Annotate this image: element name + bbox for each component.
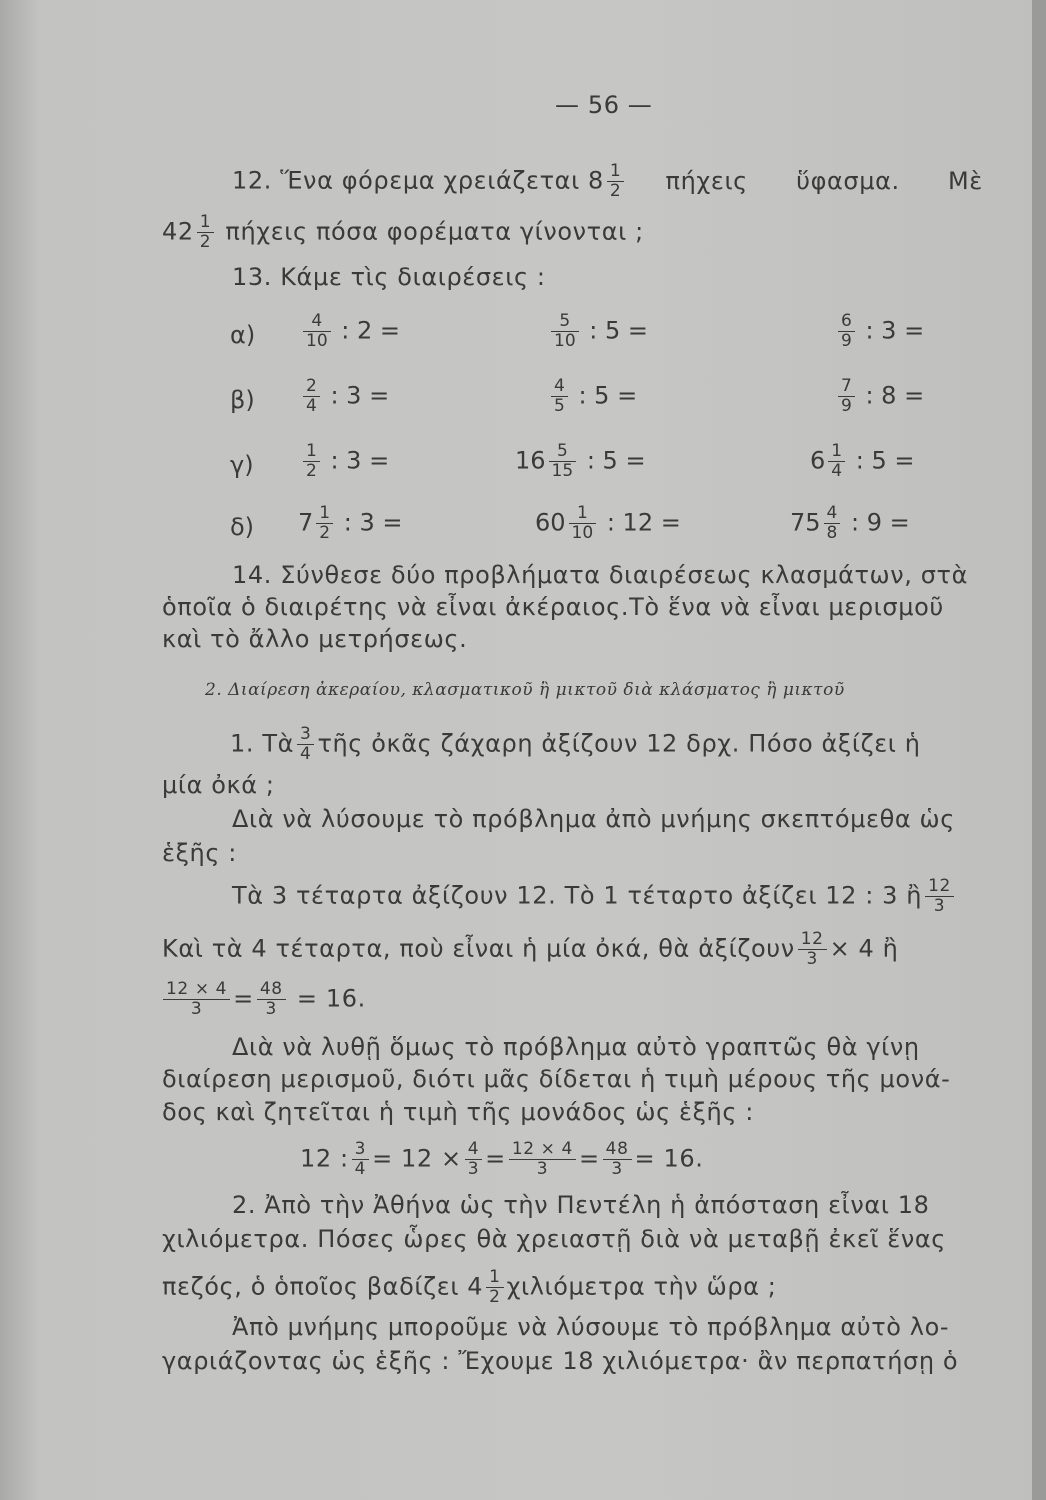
example-2-line-4: Ἀπὸ μνήμης μποροῦμε νὰ λύσουμε τὸ πρόβλημα αὐτὸ λο- — [232, 1313, 950, 1341]
fraction: $\frac{48}{3}$ — [257, 980, 286, 1019]
example-1-line-10: δος καὶ ζητεῖται ἡ τιμὴ τῆς μονάδος ὡς ἑξῆς : — [162, 1098, 754, 1126]
example-1-line-3: Διὰ νὰ λύσουμε τὸ πρόβλημα ἀπὸ μνήμης σκεπτόμεθα ὡς — [232, 805, 955, 833]
example-1-line-8: Διὰ νὰ λυθῇ ὅμως τὸ πρόβλημα αὐτὸ γραπτῶς θὰ γίνῃ — [232, 1033, 920, 1061]
problem-14-line-1: 14. Σύνθεσε δύο προβλήματα διαιρέσεως κλασμάτων, στὰ — [232, 561, 969, 589]
example-1-line-4: ἑξῆς : — [162, 839, 237, 867]
fraction: $\frac{1}{2}$ — [197, 213, 214, 252]
row-label: δ) — [230, 513, 255, 541]
fraction: $\frac{48}{3}$ — [603, 1140, 632, 1179]
exercise: $\frac{6}{9}$ : 3 = — [835, 312, 924, 351]
exercise: $\frac{7}{9}$ : 8 = — [835, 377, 924, 416]
problem-13-title: 13. Κάμε τὶς διαιρέσεις : — [232, 263, 546, 291]
example-1-line-6: Καὶ τὰ 4 τέταρτα, ποὺ εἶναι ἡ μία ὀκά, θὰ ἀξίζουν $\frac{12}{3}$ × 4 ἢ — [162, 929, 899, 969]
exercise: $\frac{5}{10}$ : 5 = — [548, 312, 648, 351]
fraction: $\frac{12 \times 4}{3}$ — [509, 1140, 576, 1179]
fraction: $\frac{1}{2}$ — [486, 1268, 503, 1307]
exercise: $\frac{4}{5}$ : 5 = — [548, 377, 637, 416]
fraction: $\frac{12}{3}$ — [925, 877, 954, 916]
text: 12. Ἕνα φόρεμα χρειάζεται 8 — [232, 166, 604, 195]
example-1-line-7: $\frac{12 \times 4}{3}$ = $\frac{48}{3}$ = 16. — [160, 980, 366, 1019]
exercise: 7 $\frac{1}{2}$ : 3 = — [298, 503, 403, 543]
problem-14-line-3: καὶ τὸ ἄλλο μετρήσεως. — [162, 625, 468, 653]
example-2-line-3: πεζός, ὁ ὁποῖος βαδίζει 4 $\frac{1}{2}$ χιλιόμετρα τὴν ὥρα ; — [162, 1267, 777, 1307]
fraction: $\frac{4}{3}$ — [465, 1140, 482, 1179]
row-label: α) — [230, 321, 256, 349]
example-2-line-2: χιλιόμετρα. Πόσες ὧρες θὰ χρειαστῇ διὰ νὰ μεταβῇ ἐκεῖ ἕνας — [162, 1225, 946, 1253]
example-1-line-9: διαίρεση μερισμοῦ, διότι μᾶς δίδεται ἡ τιμὴ μέρους τῆς μονά- — [162, 1065, 951, 1093]
example-2-line-5: γαριάζοντας ὡς ἑξῆς : Ἔχουμε 18 χιλιόμετρα· ἂν περπατήσῃ ὁ — [162, 1347, 959, 1375]
exercise: $\frac{4}{10}$ : 2 = — [300, 312, 400, 351]
row-label: γ) — [230, 451, 254, 479]
text: πήχεις ὕφασμα. Μὲ — [665, 166, 983, 195]
example-1-line-1: 1. Τὰ $\frac{3}{4}$ τῆς ὀκᾶς ζάχαρη ἀξίζουν 12 δρχ. Πόσο ἀξίζει ἡ — [230, 724, 921, 764]
fraction: $\frac{1}{2}$ — [607, 162, 624, 201]
example-1-line-2: μία ὀκά ; — [162, 771, 275, 799]
book-spine — [1032, 0, 1046, 1500]
example-1-line-5: Τὰ 3 τέταρτα ἀξίζουν 12. Τὸ 1 τέταρτο ἀξίζει 12 : 3 ἢ $\frac{12}{3}$ — [232, 877, 957, 916]
exercise: $\frac{2}{4}$ : 3 = — [300, 377, 389, 416]
fraction: $\frac{12}{3}$ — [798, 930, 827, 969]
fraction: $\frac{3}{4}$ — [352, 1140, 369, 1179]
fraction: $\frac{3}{4}$ — [297, 725, 314, 764]
example-1-equation: 12 : $\frac{3}{4}$ = 12 × $\frac{4}{3}$ = $\frac{12 \times 4}{3}$ = $\frac{48}{3}$ = 16. — [300, 1139, 704, 1179]
row-label: β) — [230, 386, 255, 414]
exercise: 16 $\frac{5}{15}$ : 5 = — [515, 441, 646, 481]
section-heading: 2. Διαίρεση ἀκεραίου, κλασματικοῦ ἢ μικτοῦ διὰ κλάσματος ἢ μικτοῦ — [205, 680, 845, 700]
page-number: — 56 — — [555, 91, 653, 119]
fraction: $\frac{12 \times 4}{3}$ — [163, 980, 230, 1019]
exercise: 60 $\frac{1}{10}$ : 12 = — [535, 503, 681, 543]
example-2-line-1: 2. Ἀπὸ τὴν Ἀθήνα ὡς τὴν Πεντέλη ἡ ἀπόσταση εἶναι 18 — [232, 1191, 930, 1219]
problem-14-line-2: ὁποῖα ὁ διαιρέτης νὰ εἶναι ἀκέραιος.Τὸ ἕνα νὰ εἶναι μερισμοῦ — [162, 593, 944, 621]
exercise: 6 $\frac{1}{4}$ : 5 = — [810, 441, 915, 481]
exercise: 75 $\frac{4}{8}$ : 9 = — [790, 503, 910, 543]
problem-12-line-2: 42 $\frac{1}{2}$ πήχεις πόσα φορέματα γίνονται ; — [162, 212, 644, 252]
exercise: $\frac{1}{2}$ : 3 = — [300, 442, 389, 481]
problem-12-line-1 — [232, 162, 983, 201]
